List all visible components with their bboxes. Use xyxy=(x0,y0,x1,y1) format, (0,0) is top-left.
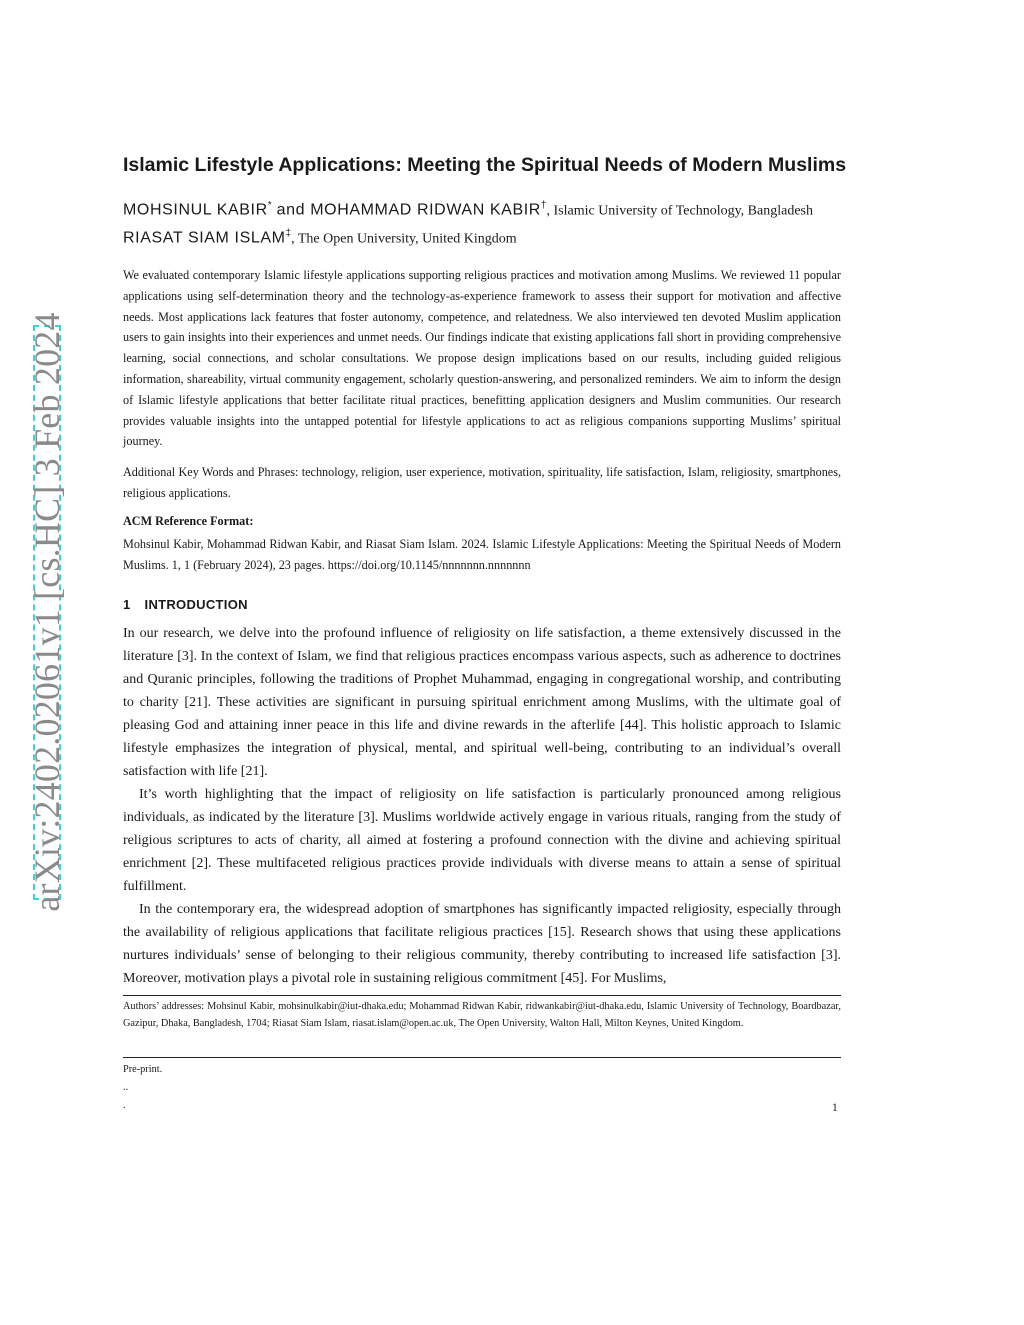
authors-addresses-footnote: Authors’ addresses: Mohsinul Kabir, mohsinulkabir@iut-dhaka.edu; Mohammad Ridwan Kabir, ridwankabir@iut-dhaka.edu, Islamic University of Technology, Boardbazar, Gazipur, Dhaka, Bangladesh, 1704; Riasat Siam Islam, riasat.islam@open.ac.uk, The Open University, Walton Hall, Milton Keynes, United Kingdom. xyxy=(123,1001,841,1029)
introduction-body xyxy=(123,622,841,990)
section-number: 1 xyxy=(123,597,131,612)
author-name-1: MOHSINUL KABIR xyxy=(123,201,268,219)
paragraph: In our research, we delve into the profound influence of religiosity on life satisfaction, a theme extensively discussed in the literature [3]. In the context of Islam, we find that religious practices encompass various aspects, such as adherence to doctrines and Quranic principles, following the traditions of Prophet Muhammad, engaging in congregational worship, and contributing to charity [21]. These activities are significant in pursuing spiritual enrichment among Muslims, with the ultimate goal of pleasing God and attaining inner peace in this life and divine rewards in the afterlife [44]. This holistic approach to Islamic lifestyle emphasizes the integration of physical, mental, and spiritual well-being, contributing to an individual’s overall satisfaction with life [21]. xyxy=(123,626,841,779)
paragraph: It’s worth highlighting that the impact of religiosity on life satisfaction is particularly pronounced among religious individuals, as indicated by the literature [3]. Muslims worldwide actively engage in various rituals, ranging from the study of religious scriptures to acts of charity, all aimed at fostering a profound connection with the divine and achieving spiritual enrichment [2]. These multifaceted religious practices provide individuals with diverse means to attain a sense of spiritual fulfillment. xyxy=(123,787,841,894)
footer-divider xyxy=(123,1057,841,1058)
footer-dots-1: .. xyxy=(123,1082,129,1093)
section-title: INTRODUCTION xyxy=(144,597,248,612)
footer-dots-2: . xyxy=(123,1100,126,1111)
page-number: 1 xyxy=(832,1102,838,1114)
author-name-2: MOHAMMAD RIDWAN KABIR xyxy=(310,201,541,219)
author-name-3: RIASAT SIAM ISLAM xyxy=(123,229,286,247)
author-mark-2: † xyxy=(540,200,547,211)
author-mark-1: * xyxy=(267,200,272,211)
author-line-1 xyxy=(123,200,843,219)
arxiv-stamp: arXiv:2402.02061v1 [cs.HC] 3 Feb 2024 xyxy=(27,312,67,912)
abstract: We evaluated contemporary Islamic lifestyle applications supporting religious practices and motivation among Muslims. We reviewed 11 popular applications using self-determination theory and the technology-as-experience framework to assess their support for motivation and affective needs. Most applications lack features that foster autonomy, competence, and relatedness. We also interviewed ten devoted Muslim application users to gain insights into their experiences and unmet needs. Our findings indicate that existing applications fall short in providing comprehensive learning, social connections, and scholar consultations. We propose design implications based on our results, including guided religious information, shareability, virtual community engagement, scholarly question-answering, and personalized reminders. We aim to inform the design of Islamic lifestyle applications that better facilitate ritual practices, benefitting application designers and Muslim communities. Our research provides valuable insights into the untapped potential for lifestyle applications to act as religious companions supporting Muslims’ spiritual journey. xyxy=(123,268,841,449)
preprint-note: Pre-print. xyxy=(123,1064,163,1075)
footnote-divider xyxy=(123,995,841,996)
acm-reference-heading: ACM Reference Format: xyxy=(123,514,254,528)
author-line-2 xyxy=(123,228,843,247)
section-heading xyxy=(123,597,248,612)
acm-reference-text: Mohsinul Kabir, Mohammad Ridwan Kabir, and Riasat Siam Islam. 2024. Islamic Lifestyle Applications: Meeting the Spiritual Needs of Modern Muslims. 1, 1 (February 2024), 23 pages. https://doi.org/10.1145/nnnnnnn.nnnnnnn xyxy=(123,537,841,572)
author-affiliation-2: , The Open University, United Kingdom xyxy=(291,231,517,247)
paragraph: In the contemporary era, the widespread adoption of smartphones has significantly impacted religiosity, especially through the availability of religious applications that facilitate religious practices [15]. Research shows that using these applications nurtures individuals’ sense of belonging to their religious community, thereby contributing to increased life satisfaction [3]. Moreover, motivation plays a pivotal role in sustaining religious commitment [45]. For Muslims, xyxy=(123,902,841,986)
keywords: Additional Key Words and Phrases: technology, religion, user experience, motivation, spirituality, life satisfaction, Islam, religiosity, smartphones, religious applications. xyxy=(123,465,841,500)
author-affiliation-1: , Islamic University of Technology, Bangladesh xyxy=(546,203,814,219)
author-and: and xyxy=(271,201,311,219)
author-mark-3: ‡ xyxy=(285,228,292,239)
paper-title: Islamic Lifestyle Applications: Meeting the Spiritual Needs of Modern Muslims xyxy=(123,154,847,176)
